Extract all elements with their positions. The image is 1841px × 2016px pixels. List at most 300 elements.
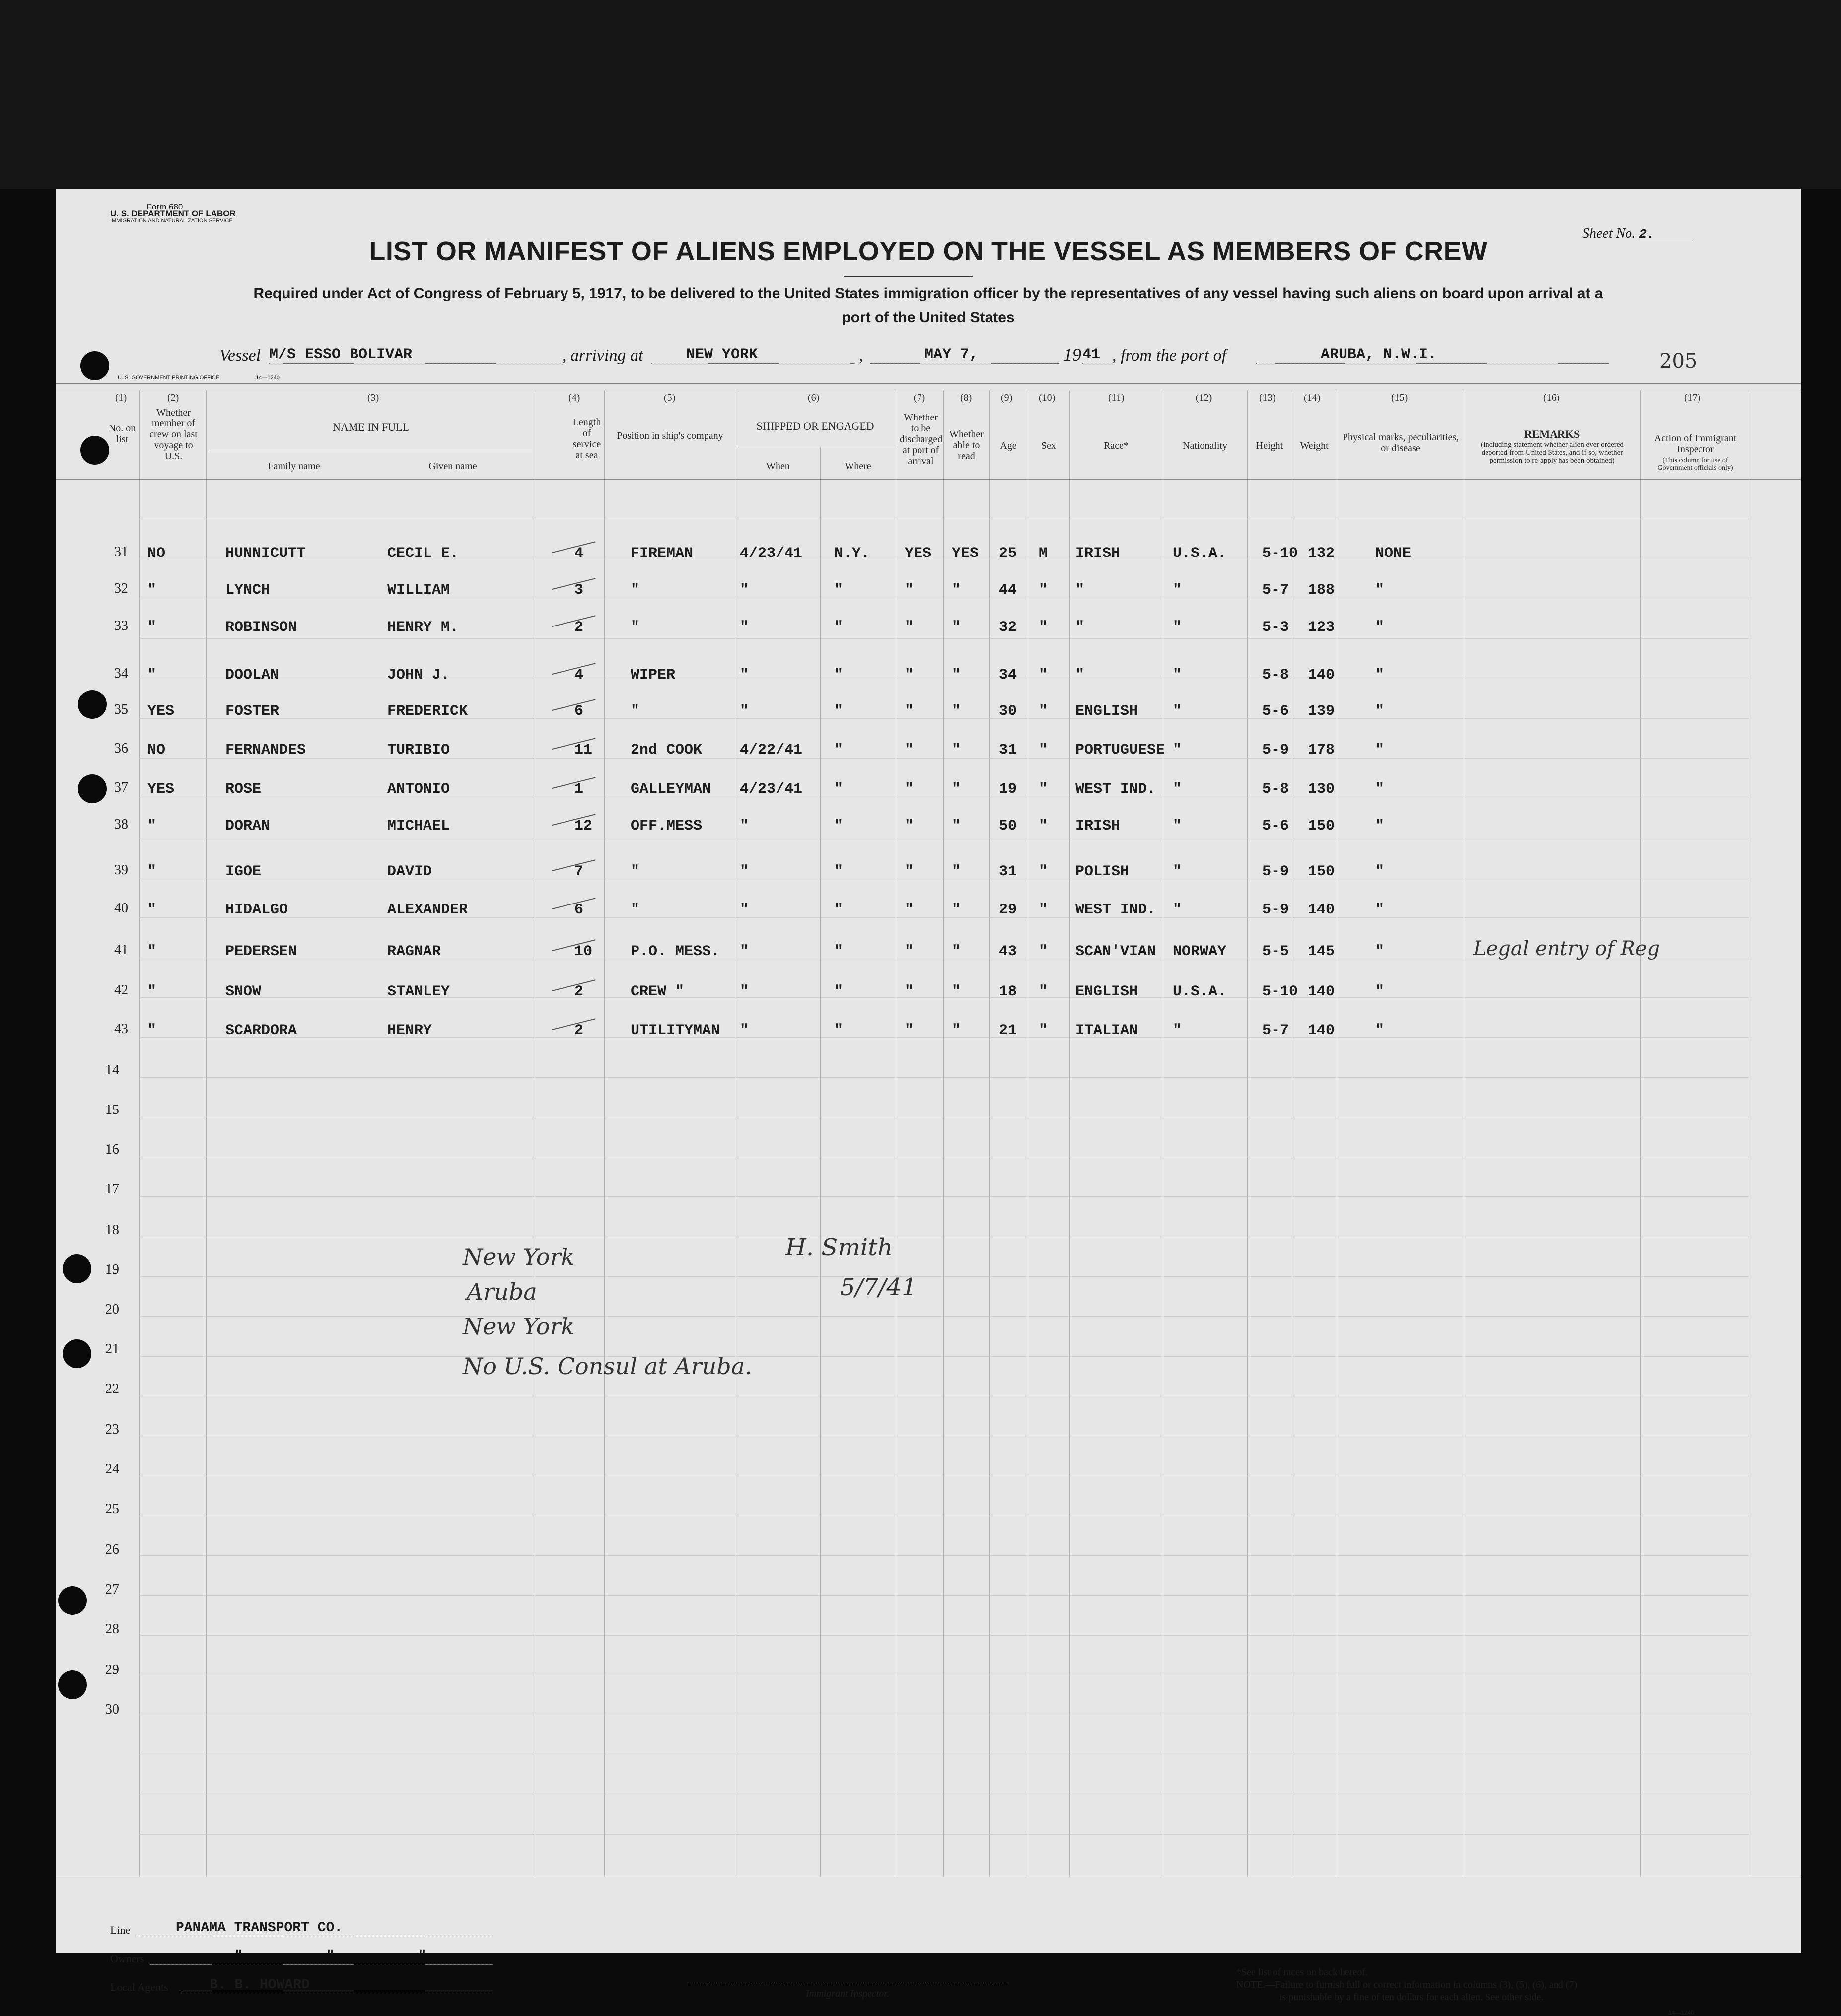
race-cell: SCAN'VIAN <box>1075 943 1156 960</box>
position-cell: " <box>631 703 640 720</box>
height-cell: 5-3 <box>1262 619 1289 636</box>
sex-cell: " <box>1039 781 1048 798</box>
race-cell: " <box>1075 667 1085 684</box>
col-line <box>1069 390 1070 1877</box>
empty-row-number: 24 <box>105 1461 119 1477</box>
arriving-port: NEW YORK <box>651 347 855 364</box>
handwritten-note-4: No U.S. Consul at Aruba. <box>463 1353 752 1380</box>
height-cell: 5-9 <box>1262 863 1289 880</box>
nationality-cell: " <box>1173 1022 1182 1039</box>
sex-cell: " <box>1039 943 1048 960</box>
age-cell: 31 <box>999 863 1017 880</box>
able-to-read-cell: " <box>952 863 961 880</box>
discharge-cell: " <box>905 983 914 1000</box>
sex-cell: " <box>1039 742 1048 759</box>
able-to-read-cell: " <box>952 943 961 960</box>
shipped-where-cell: " <box>834 781 844 798</box>
shipped-where-cell: " <box>834 703 844 720</box>
row-rule <box>139 1077 1749 1078</box>
family-name-cell: DORAN <box>225 818 271 834</box>
stamp-number: 205 <box>1659 350 1698 373</box>
handwritten-initials: H. Smith <box>785 1234 893 1261</box>
race-cell: ENGLISH <box>1075 703 1138 720</box>
empty-row-number: 16 <box>105 1142 119 1157</box>
given-name-cell: TURIBIO <box>387 742 450 759</box>
position-cell: OFF.MESS <box>631 818 703 834</box>
given-name-cell: WILLIAM <box>387 582 450 599</box>
header-given-name: Given name <box>428 461 477 472</box>
year-prefix: 19 <box>1063 345 1081 365</box>
nationality-cell: " <box>1173 902 1182 918</box>
discharge-cell: " <box>905 742 914 759</box>
sheet-label: Sheet No. <box>1582 226 1636 241</box>
sex-cell: " <box>1039 818 1048 834</box>
col-num: (17) <box>1684 392 1701 403</box>
header-discharged: Whether to be discharged at port of arrival <box>900 412 943 467</box>
empty-row-number: 17 <box>105 1182 119 1197</box>
given-name-cell: ANTONIO <box>387 781 450 798</box>
footer-code: 14—1240 <box>1668 2009 1695 2016</box>
empty-row-number: 15 <box>105 1102 119 1117</box>
row-rule <box>139 1555 1749 1556</box>
position-cell: " <box>631 902 640 918</box>
service-cell: 6 <box>574 703 584 720</box>
shipped-where-cell: " <box>834 742 844 759</box>
position-cell: CREW " <box>631 983 685 1000</box>
able-to-read-cell: " <box>952 703 961 720</box>
height-cell: 5-5 <box>1262 943 1289 960</box>
shipped-where-cell: " <box>834 983 844 1000</box>
row-rule <box>139 758 1749 759</box>
subtitle-line-1: Required under Act of Congress of February 5, 1917, to be delivered to the United States immigration officer by the representatives of any vessel having such aliens on board upon arrival at a <box>253 285 1603 302</box>
weight-cell: 140 <box>1308 983 1335 1000</box>
row-number: 39 <box>114 862 128 878</box>
weight-cell: 150 <box>1308 863 1335 880</box>
empty-row-number: 25 <box>105 1501 119 1517</box>
sex-cell: " <box>1039 703 1048 720</box>
last-voyage-cell: " <box>147 667 157 684</box>
form-number: Form 680 <box>146 202 183 211</box>
physical-marks-cell: " <box>1375 943 1385 960</box>
discharge-cell: " <box>905 667 914 684</box>
family-name-cell: DOOLAN <box>225 667 280 684</box>
family-name-cell: HIDALGO <box>225 902 288 918</box>
col-line <box>604 390 605 1877</box>
family-name-cell: FOSTER <box>225 703 280 720</box>
sex-cell: " <box>1039 983 1048 1000</box>
row-rule <box>139 917 1749 918</box>
form-department: U. S. DEPARTMENT OF LABOR <box>110 209 236 218</box>
shipped-where-cell: " <box>834 818 844 834</box>
given-name-cell: DAVID <box>387 863 432 880</box>
position-cell: WIPER <box>631 667 676 684</box>
nationality-cell: U.S.A. <box>1173 983 1227 1000</box>
col-num: (6) <box>808 392 820 403</box>
row-number: 31 <box>114 544 128 559</box>
agents-label: Local Agents <box>110 1981 168 1993</box>
col-line <box>820 447 821 1877</box>
able-to-read-cell: YES <box>952 545 979 562</box>
service-cell: 7 <box>574 863 584 880</box>
physical-marks-cell: " <box>1375 1022 1385 1039</box>
row-rule <box>139 1834 1749 1835</box>
discharge-cell: " <box>905 863 914 880</box>
height-cell: 5-7 <box>1262 582 1289 599</box>
shipped-when-cell: " <box>740 582 749 599</box>
physical-marks-cell: " <box>1375 742 1385 759</box>
race-cell: " <box>1075 619 1085 636</box>
given-name-cell: STANLEY <box>387 983 450 1000</box>
race-cell: IRISH <box>1075 818 1121 834</box>
age-cell: 44 <box>999 582 1017 599</box>
col-line <box>1247 390 1248 1877</box>
age-cell: 19 <box>999 781 1017 798</box>
header-family-name: Family name <box>268 461 320 472</box>
family-name-cell: SCARDORA <box>225 1022 297 1039</box>
shipped-when-cell: " <box>740 902 749 918</box>
weight-cell: 140 <box>1308 667 1335 684</box>
row-number: 38 <box>114 817 128 832</box>
sex-cell: " <box>1039 619 1048 636</box>
physical-marks-cell: NONE <box>1375 545 1412 562</box>
last-voyage-cell: " <box>147 902 157 918</box>
nationality-cell: " <box>1173 619 1182 636</box>
row-number: 36 <box>114 741 128 756</box>
shipped-where-cell: " <box>834 582 844 599</box>
row-number: 37 <box>114 780 128 795</box>
penalty-note-2: is punishable by a fine of ten dollars for each alien. See other side. <box>1279 1992 1544 2003</box>
age-cell: 29 <box>999 902 1017 918</box>
title-rule <box>844 276 973 277</box>
row-number: 41 <box>114 942 128 958</box>
row-rule <box>139 997 1749 998</box>
service-cell: 2 <box>574 983 584 1000</box>
discharge-cell: " <box>905 703 914 720</box>
empty-row-number: 18 <box>105 1222 119 1238</box>
weight-cell: 132 <box>1308 545 1335 562</box>
service-cell: 12 <box>574 818 593 834</box>
header-inspector-action: Action of Immigrant Inspector <box>1654 433 1737 455</box>
col-line <box>1640 390 1641 1877</box>
header-height: Height <box>1256 440 1283 451</box>
penalty-note-1: NOTE.—Failure to furnish full or correct information in columns (3), (5), (6), and (7) <box>1236 1979 1578 1990</box>
nationality-cell: " <box>1173 703 1182 720</box>
local-agents: B. B. HOWARD <box>180 1977 493 1993</box>
empty-row-number: 19 <box>105 1262 119 1277</box>
header-age: Age <box>1000 440 1017 451</box>
service-cell: 4 <box>574 545 584 562</box>
empty-row-number: 28 <box>105 1621 119 1637</box>
col-num: (9) <box>1001 392 1013 403</box>
sex-cell: M <box>1039 545 1048 562</box>
col-num: (8) <box>960 392 972 403</box>
last-voyage-cell: " <box>147 983 157 1000</box>
shipped-where-cell: " <box>834 1022 844 1039</box>
family-name-cell: ROSE <box>225 781 262 798</box>
remarks-cell: Legal entry of Reg <box>1473 937 1660 960</box>
physical-marks-cell: " <box>1375 863 1385 880</box>
empty-row-number: 27 <box>105 1582 119 1597</box>
manifest-sheet: Form 680 U. S. DEPARTMENT OF LABOR IMMIGRATION AND NATURALIZATION SERVICE Sheet No. 2. LIST OR MANIFEST OF ALIENS EMPLOYED ON THE VESSEL AS MEMBERS OF CREW Required under Act of Congress of February 5, 1917, to be delivered to the United States immigration officer by the representatives of any vessel having such aliens on board upon arrival at a port of the United States Vessel M/S ESSO BOLIVAR , arriving at NEW YORK , MAY 7, 19 41 , from the port of ARUBA, N.W.I. 205 U. S. GOVERNMENT PRINTING OFFICE 14—1240 (1) (2) (3) (4) (5) (6) (7) (8) (9) (10) (11) (12) (13) (14) (15) (16) (17) No. on list Whether member of crew on last voyage to U.S. NAME IN FULL Family name Given name Length of service at sea Position in ship's company SHIPPED OR ENGAGED When Where Whether to be discharged at port of arrival Whether able to read Age Sex Race* Nationality Height Weight Physical marks, peculiarities, or disease REMARKS (Including statement whether alien ever ordered deported from United States, and if so, whether permission to re-apply has been obtained) Action of Immigrant Inspector (This column for use of Government officials only) 31 NO HUNNICUTT CECIL E. 4 FIREMAN 4/23/41 N.Y. YES YES 25 M IRISH U.S.A. 5-10 132 NONE 32 " LYNCH WILLIAM 3 " " " " " 44 " " " 5-7 188 " 33 " ROBINSON HENRY M. 2 " " " " " 32 " " " 5-3 123 " 34 " DOOLAN JOHN J. 4 WIPER " " " " 34 " " " 5-8 140 " 35 YES FOSTER FREDERICK 6 " " " " " 30 " ENGLISH " 5-6 139 " 36 NO FERNANDES TURIBIO 11 2nd COOK 4/22/41 " " " 31 " PORTUGUESE " 5-9 178 " 37 YES ROSE ANTONIO 1 GALLEYMAN 4/23/41 " " " 19 " WEST IND. " 5-8 130 " 38 " DORAN MICHAEL 12 OFF.MESS " " " " 50 " IRISH " 5-6 150 " 39 " IGOE DAVID 7 " " " " " 31 " POLISH " 5-9 150 " 40 " HIDALGO ALEXANDER 6 " " " " " 29 " WEST IND. " 5-9 140 " 41 " PEDERSEN RAGNAR 10 P.O. MESS. " " " " 43 " SCAN'VIAN NORWAY 5-5 145 " Legal entry of Reg 42 " SNOW STANLEY 2 CREW " " " " " 18 " ENGLISH U.S.A. 5-10 140 " 43 " SCARDORA HENRY 2 UTILITYMAN " " " " 21 " ITALIAN " 5-7 140 " 14 15 16 17 18 19 20 21 22 23 24 25 26 27 28 29 30 New York Aruba New York No U.S. Consul at Aruba. H. Smith 5/7/41 Line PANAMA TRANSPORT CO. Owners " " " Local Agents B. B. HOWARD Immigrant Inspector. *See list of races on back hereof. NOTE.—Failure to furnish full or correct information in columns (3), (5), (6), and (7) is punishable by a fine of ten dollars for each alien. See other side. 14—1240 <box>56 189 1801 1953</box>
col-line <box>989 390 990 1877</box>
shipped-when-cell: " <box>740 703 749 720</box>
inspector-label: Immigrant Inspector. <box>806 1988 889 1999</box>
header-rule-bottom <box>56 479 1801 480</box>
shipped-when-cell: " <box>740 943 749 960</box>
family-name-cell: HUNNICUTT <box>225 545 306 562</box>
races-note: *See list of races on back hereof. <box>1236 1967 1368 1978</box>
height-cell: 5-6 <box>1262 703 1289 720</box>
empty-row-number: 30 <box>105 1702 119 1717</box>
height-cell: 5-10 <box>1262 983 1298 1000</box>
col-line <box>943 390 944 1877</box>
row-number: 35 <box>114 702 128 717</box>
row-rule <box>139 1356 1749 1357</box>
weight-cell: 123 <box>1308 619 1335 636</box>
shipped-when-cell: 4/23/41 <box>740 781 803 798</box>
col-num: (10) <box>1039 392 1056 403</box>
row-number: 40 <box>114 901 128 916</box>
position-cell: " <box>631 619 640 636</box>
row-rule <box>139 638 1749 639</box>
service-cell: 10 <box>574 943 593 960</box>
header-rule-top <box>56 383 1801 384</box>
handwritten-note-1: New York <box>463 1244 575 1270</box>
empty-row-number: 29 <box>105 1662 119 1677</box>
physical-marks-cell: " <box>1375 818 1385 834</box>
weight-cell: 130 <box>1308 781 1335 798</box>
row-number: 34 <box>114 666 128 681</box>
col-num: (13) <box>1259 392 1276 403</box>
sheet-value: 2. <box>1639 227 1694 242</box>
given-name-cell: HENRY M. <box>387 619 459 636</box>
weight-cell: 178 <box>1308 742 1335 759</box>
document-title: LIST OR MANIFEST OF ALIENS EMPLOYED ON THE VESSEL AS MEMBERS OF CREW <box>369 236 1487 266</box>
last-voyage-cell: YES <box>147 781 175 798</box>
service-cell: 3 <box>574 582 584 599</box>
empty-row-number: 14 <box>105 1062 119 1078</box>
header-race: Race* <box>1104 440 1129 451</box>
punch-hole <box>58 1586 87 1615</box>
able-to-read-cell: " <box>952 781 961 798</box>
col-num: (4) <box>568 392 580 403</box>
col-num: (16) <box>1543 392 1560 403</box>
sex-cell: " <box>1039 1022 1048 1039</box>
row-number: 32 <box>114 581 128 596</box>
family-name-cell: LYNCH <box>225 582 271 599</box>
nationality-cell: " <box>1173 818 1182 834</box>
nationality-cell: NORWAY <box>1173 943 1227 960</box>
age-cell: 31 <box>999 742 1017 759</box>
family-name-cell: SNOW <box>225 983 262 1000</box>
empty-row-number: 22 <box>105 1381 119 1396</box>
shipped-when-cell: " <box>740 818 749 834</box>
nationality-cell: U.S.A. <box>1173 545 1227 562</box>
col-line <box>206 390 207 1877</box>
position-cell: GALLEYMAN <box>631 781 711 798</box>
age-cell: 18 <box>999 983 1017 1000</box>
arrival-date: MAY 7, <box>870 347 1059 364</box>
given-name-cell: FREDERICK <box>387 703 468 720</box>
owners-value: " " " <box>150 1949 493 1965</box>
given-name-cell: HENRY <box>387 1022 432 1039</box>
race-cell: IRISH <box>1075 545 1121 562</box>
position-cell: UTILITYMAN <box>631 1022 720 1039</box>
punch-hole <box>80 351 109 380</box>
physical-marks-cell: " <box>1375 619 1385 636</box>
race-cell: ENGLISH <box>1075 983 1138 1000</box>
position-cell: FIREMAN <box>631 545 694 562</box>
empty-row-number: 26 <box>105 1542 119 1557</box>
header-position: Position in ship's company <box>617 430 723 441</box>
punch-hole <box>58 1670 87 1699</box>
position-cell: " <box>631 582 640 599</box>
discharge-cell: " <box>905 619 914 636</box>
row-rule <box>139 718 1749 719</box>
last-voyage-cell: " <box>147 818 157 834</box>
header-shipped-engaged: SHIPPED OR ENGAGED <box>756 420 874 432</box>
row-rule <box>139 1316 1749 1317</box>
handwritten-date: 5/7/41 <box>840 1273 917 1301</box>
col-num: (15) <box>1391 392 1408 403</box>
family-name-cell: ROBINSON <box>225 619 297 636</box>
shipped-where-cell: N.Y. <box>834 545 870 562</box>
physical-marks-cell: " <box>1375 983 1385 1000</box>
physical-marks-cell: " <box>1375 781 1385 798</box>
family-name-cell: FERNANDES <box>225 742 306 759</box>
printing-code: 14—1240 <box>256 375 280 381</box>
punch-hole <box>63 1339 91 1368</box>
age-cell: 25 <box>999 545 1017 562</box>
service-cell: 1 <box>574 781 584 798</box>
discharge-cell: " <box>905 818 914 834</box>
last-voyage-cell: NO <box>147 545 166 562</box>
punch-hole <box>63 1254 91 1283</box>
service-cell: 2 <box>574 619 584 636</box>
header-remarks: REMARKS <box>1524 428 1580 440</box>
height-cell: 5-8 <box>1262 781 1289 798</box>
position-cell: " <box>631 863 640 880</box>
shipped-when-cell: " <box>740 1022 749 1039</box>
header-last-voyage: Whether member of crew on last voyage to U.S. <box>149 407 198 462</box>
col-num: (2) <box>167 392 179 403</box>
physical-marks-cell: " <box>1375 582 1385 599</box>
row-rule <box>139 1037 1749 1038</box>
able-to-read-cell: " <box>952 619 961 636</box>
sex-cell: " <box>1039 863 1048 880</box>
shipped-where-cell: " <box>834 667 844 684</box>
arriving-label: , arriving at <box>562 347 643 365</box>
nationality-cell: " <box>1173 863 1182 880</box>
age-cell: 50 <box>999 818 1017 834</box>
col-line <box>139 390 140 1877</box>
last-voyage-cell: NO <box>147 742 166 759</box>
shipped-when-cell: " <box>740 619 749 636</box>
able-to-read-cell: " <box>952 582 961 599</box>
age-cell: 21 <box>999 1022 1017 1039</box>
weight-cell: 150 <box>1308 818 1335 834</box>
able-to-read-cell: " <box>952 667 961 684</box>
row-rule <box>139 1595 1749 1596</box>
physical-marks-cell: " <box>1375 667 1385 684</box>
subtitle-line-2: port of the United States <box>842 309 1015 326</box>
able-to-read-cell: " <box>952 902 961 918</box>
age-cell: 34 <box>999 667 1017 684</box>
service-cell: 2 <box>574 1022 584 1039</box>
last-voyage-cell: " <box>147 582 157 599</box>
owners-label: Owners <box>110 1952 144 1965</box>
sex-cell: " <box>1039 582 1048 599</box>
empty-row-number: 20 <box>105 1302 119 1317</box>
col-num: (14) <box>1304 392 1321 403</box>
shipped-when-cell: 4/22/41 <box>740 742 803 759</box>
shipped-when-cell: " <box>740 863 749 880</box>
weight-cell: 139 <box>1308 703 1335 720</box>
height-cell: 5-9 <box>1262 742 1289 759</box>
race-cell: WEST IND. <box>1075 781 1156 798</box>
last-voyage-cell: YES <box>147 703 175 720</box>
weight-cell: 188 <box>1308 582 1335 599</box>
header-list-number: No. on list <box>108 423 136 445</box>
age-cell: 43 <box>999 943 1017 960</box>
discharge-cell: " <box>905 902 914 918</box>
given-name-cell: RAGNAR <box>387 943 441 960</box>
weight-cell: 140 <box>1308 1022 1335 1039</box>
family-name-cell: IGOE <box>225 863 262 880</box>
shipped-where-cell: " <box>834 863 844 880</box>
physical-marks-cell: " <box>1375 703 1385 720</box>
header-when: When <box>766 461 790 472</box>
col-num: (3) <box>367 392 379 403</box>
able-to-read-cell: " <box>952 818 961 834</box>
nationality-cell: " <box>1173 781 1182 798</box>
given-name-cell: MICHAEL <box>387 818 450 834</box>
row-rule <box>139 1196 1749 1197</box>
last-voyage-cell: " <box>147 943 157 960</box>
punch-hole <box>78 774 107 803</box>
punch-hole <box>78 690 107 719</box>
arrival-year: 41 <box>1082 347 1112 364</box>
col-num: (12) <box>1196 392 1212 403</box>
race-cell: ITALIAN <box>1075 1022 1138 1039</box>
line-label: Line <box>110 1924 131 1936</box>
col-num: (7) <box>914 392 925 403</box>
discharge-cell: " <box>905 943 914 960</box>
service-cell: 11 <box>574 742 593 759</box>
given-name-cell: CECIL E. <box>387 545 459 562</box>
height-cell: 5-9 <box>1262 902 1289 918</box>
shipped-where-cell: " <box>834 943 844 960</box>
header-able-to-read: Whether able to read <box>949 429 984 462</box>
height-cell: 5-6 <box>1262 818 1289 834</box>
col-num: (1) <box>115 392 127 403</box>
vessel-name: M/S ESSO BOLIVAR <box>269 347 562 364</box>
last-voyage-cell: " <box>147 1022 157 1039</box>
departure-port: ARUBA, N.W.I. <box>1256 347 1609 364</box>
header-remarks-note: (Including statement whether alien ever ordered deported from United States, and if so, whether permission to re-apply has been obtained) <box>1481 441 1624 465</box>
age-cell: 30 <box>999 703 1017 720</box>
given-name-cell: ALEXANDER <box>387 902 468 918</box>
nationality-cell: " <box>1173 667 1182 684</box>
given-name-cell: JOHN J. <box>387 667 450 684</box>
shipped-when-cell: " <box>740 667 749 684</box>
empty-row-number: 23 <box>105 1422 119 1437</box>
race-cell: WEST IND. <box>1075 902 1156 918</box>
row-number: 43 <box>114 1021 128 1037</box>
header-length-service: Length of service at sea <box>572 417 601 461</box>
service-cell: 4 <box>574 667 584 684</box>
race-cell: " <box>1075 582 1085 599</box>
